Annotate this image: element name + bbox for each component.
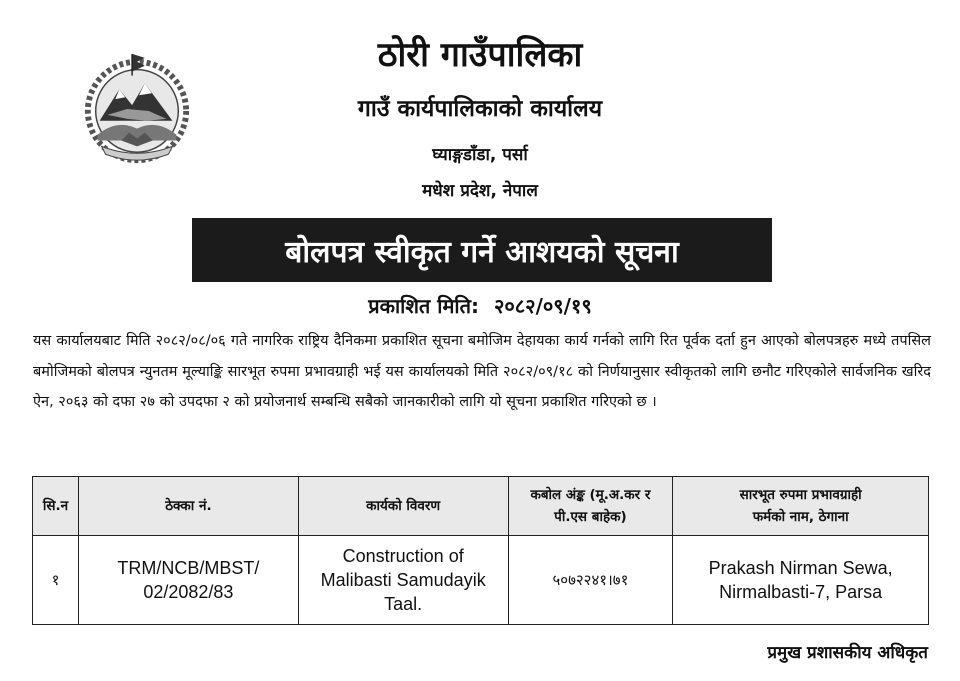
description-line2: Malibasti Samudayik — [320, 570, 486, 590]
address-line-2: मधेश प्रदेश, नेपाल — [422, 181, 538, 201]
cell-sn: १ — [33, 536, 79, 625]
table-row — [33, 536, 929, 625]
office-name: ठोरी गाउँपालिका — [377, 35, 583, 75]
header-bidder-line2: फर्मको नाम, ठेगाना — [752, 509, 849, 525]
header-amount-line1: कबोल अंङ्क (मू.अ.कर र — [530, 487, 651, 503]
cell-bidder — [673, 536, 929, 625]
header-amount — [508, 477, 673, 536]
bidder-line1: Prakash Nirman Sewa, — [708, 558, 893, 578]
table-header-row — [33, 477, 929, 536]
header-amount-line2: पी.एस बाहेक) — [554, 509, 627, 525]
published-label: प्रकाशित मिति: — [368, 294, 479, 318]
address-line-1: घ्याङ्गडाँडा, पर्सा — [432, 145, 528, 165]
contract-no-line1: TRM/NCB/MBST/ — [117, 558, 260, 578]
header-contract-no: ठेक्का नं. — [78, 477, 298, 536]
cell-contract-no — [78, 536, 298, 625]
header-sn: सि.न — [33, 477, 79, 536]
signature-title: प्रमुख प्रशासकीय अधिकृत — [767, 643, 928, 663]
header-bidder — [673, 477, 929, 536]
cell-description — [298, 536, 508, 625]
published-date: २०८२/०९/१९ — [493, 294, 592, 318]
bidder-line2: Nirmalbasti-7, Parsa — [719, 582, 883, 602]
header-description: कार्यको विवरण — [298, 477, 508, 536]
description-line1: Construction of — [342, 546, 464, 566]
notice-title: बोलपत्र स्वीकृत गर्ने आशयको सूचना — [192, 218, 772, 282]
published-date-line — [0, 292, 960, 319]
header-bidder-line1: सारभूत रुपमा प्रभावग्राही — [739, 487, 862, 503]
description-line3: Taal. — [384, 594, 423, 614]
notice-body: यस कार्यालयबाट मिति २०८२/०८/०६ गते नागरिक राष्ट्रिय दैनिकमा प्रकाशित सूचना बमोजिम देहायका कार्य गर्नको लागि रित पूर्वक दर्ता हुन आएको बोलपत्रहरु मध्ये तपसिल बमोजिमको बोलपत्र न्युनतम मूल्याङ्कि सारभूत रुपमा प्रभावग्राही भई यस कार्यालयको मिति २०८२/०९/१८ को निर्णयानुसार स्वीकृतको लागि छनौट गरिएकोले सार्वजनिक खरिद ऐन, २०६३ को दफा २७ को उपदफा २ को प्रयोजनार्थ सम्बन्धि सबैको जानकारीको लागि यो सूचना प्रकाशित गरिएको छ । — [33, 333, 931, 410]
office-subtitle: गाउँ कार्यपालिकाको कार्यालय — [357, 96, 603, 122]
bid-table — [32, 476, 929, 625]
cell-amount: ५०७२२४१।७१ — [508, 536, 673, 625]
contract-no-line2: 02/2082/83 — [143, 582, 234, 602]
